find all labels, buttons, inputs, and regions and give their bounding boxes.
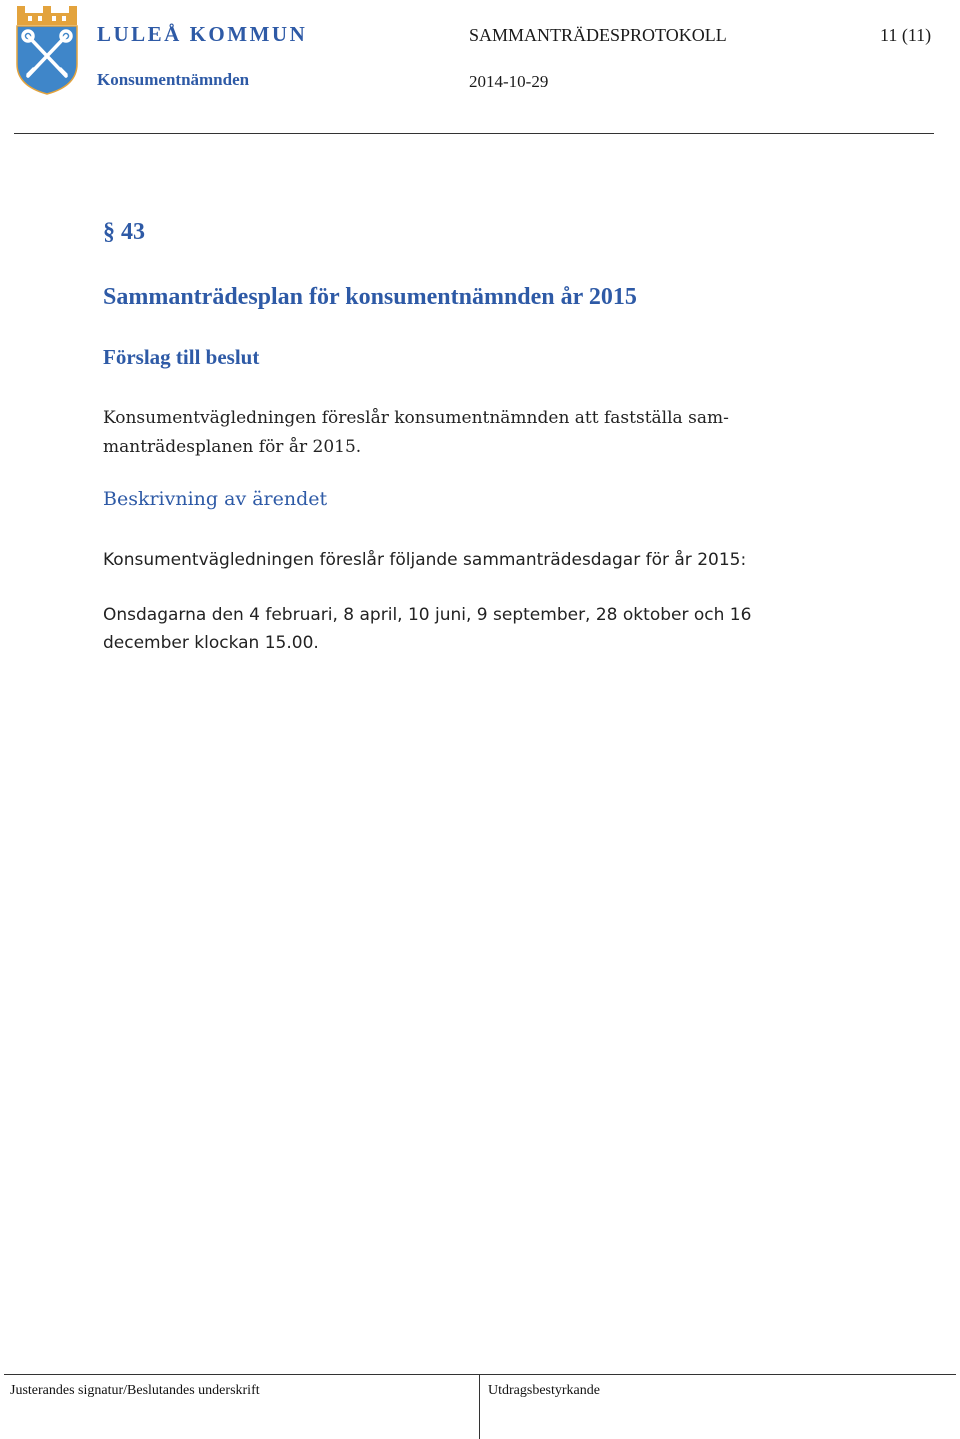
meeting-date: 2014-10-29: [469, 72, 549, 91]
section-number: § 43: [103, 219, 145, 245]
proposal-heading: Förslag till beslut: [103, 345, 260, 369]
header-divider: [14, 133, 934, 134]
page-number: 11 (11): [880, 25, 932, 45]
committee-name: Konsumentnämnden: [97, 70, 250, 89]
description-paragraph: Konsumentvägledningen föreslår följande sammanträdesdagar för år 2015:: [103, 550, 747, 570]
document-type: SAMMANTRÄDESPROTOKOLL: [469, 25, 727, 45]
meeting-dates-paragraph: Onsdagarna den 4 februari, 8 april, 10 juni, 9 september, 28 oktober och 16 december klockan 15.00.: [103, 605, 752, 653]
matter-title: Sammanträdesplan för konsumentnämnden år 2015: [103, 284, 637, 310]
proposal-text: Konsumentvägledningen föreslår konsumentnämnden att fastställa sammanträdesplanen för år 2015.: [103, 408, 729, 457]
description-heading: Beskrivning av ärendet: [103, 488, 328, 510]
footer-column-divider: [479, 1374, 480, 1439]
footer-divider: [4, 1374, 956, 1375]
lulea-coat-of-arms-icon: [14, 4, 80, 96]
organization-name: LULEÅ KOMMUN: [97, 22, 308, 46]
signature-label: Justerandes signatur/Beslutandes underskrift: [10, 1383, 260, 1398]
certification-label: Utdragsbestyrkande: [488, 1383, 600, 1398]
